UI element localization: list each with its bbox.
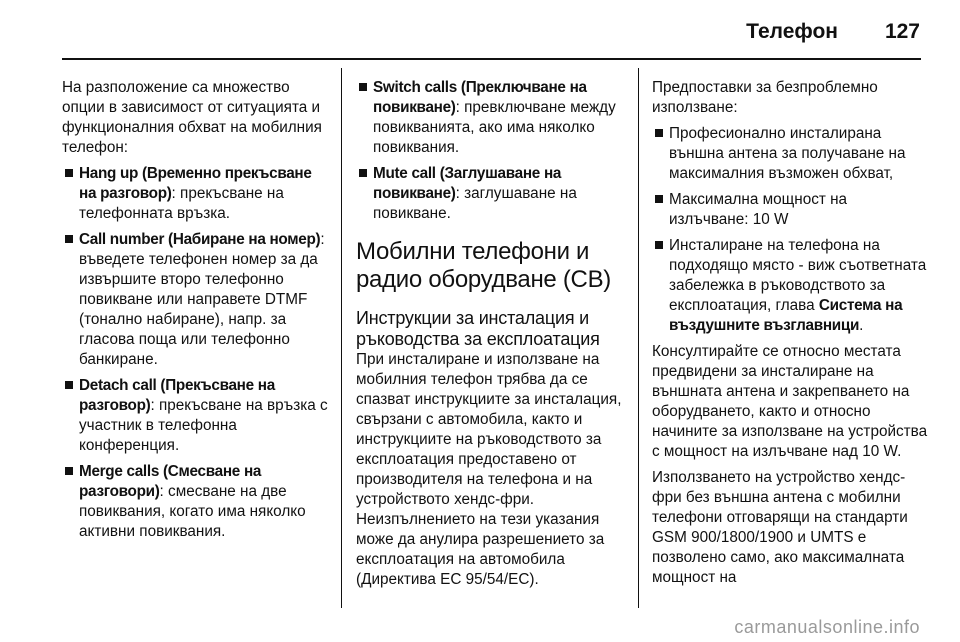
option-term: Switch calls (Преключване на повикване) [373,79,587,116]
intro-paragraph: Предпоставки за безпроблемно използване: [652,79,878,116]
option-text: : въведете телефонен номер за да извършите второ телефонно повикване или направете DTMF (тонално набиране), напр. за гласова поща или телефонно банкиране. [79,231,325,368]
body-paragraph: Използването на устройство хендс-фри без външна антена с мобилни телефони отговарящи на стандарти GSM 900/1800/1900 и UMTS е позволено само, ако максималната мощност на [652,469,908,586]
page-title: Телефон [746,20,838,43]
column-1 [62,78,332,548]
column-2 [356,78,628,596]
requirement-tail: . [859,317,864,334]
option-term: Merge calls (Смесване на разговори) [79,463,262,500]
option-term: Mute call (Заглушаване на повикване) [373,165,562,202]
column-3 [652,78,928,594]
intro-paragraph: На разположение са множество опции в зависимост от ситуацията и функционалния обхват на мобилния телефон: [62,79,322,156]
body-paragraph: При инсталиране и използване на мобилния телефон трябва да се спазват инструкциите за инсталация, свързани с автомобила, както и инструкциите на ръководството за експлоатация предоставено от производителя на телефона и на устройството хендс-фри. Неизпълнението на тези указания може да анулира разрешението за експлоатация на автомобила (Директива ЕС 95/54/ЕС). [356,351,622,588]
header-divider [62,58,921,60]
column-divider-2 [638,68,639,608]
requirement-text: Професионално инсталирана външна антена за получаване на максималния възможен обхват, [669,125,906,182]
list-item [62,462,332,542]
option-term: Hang up (Временно прекъсване на разговор) [79,165,312,202]
list-item [62,164,332,224]
list-item [62,230,332,370]
list-item [62,376,332,456]
list-item [356,164,628,224]
page-header [0,0,960,60]
option-text: : смесване на две повиквания, когато има няколко активни повиквания. [79,483,306,540]
option-term: Call number (Набиране на номер) [79,231,321,248]
list-item [652,236,928,336]
option-list-continued [356,78,628,224]
option-text: : превключване между повикванията, ако има няколко повиквания. [373,99,616,156]
section-heading: Мобилни телефони и радио оборудване (CB) [356,238,611,293]
subsection-heading: Инструкции за инсталация и ръководства за експлоатация [356,308,600,349]
chapter-reference: Система на въздушните възглавници [669,297,903,334]
requirement-text: Инсталиране на телефона на подходящо място - виж съответната забележка в ръководството за експлоатация, глава [669,237,927,314]
requirement-list [652,124,928,336]
list-item [652,124,928,184]
column-divider-1 [341,68,342,608]
option-list [62,164,332,542]
option-term: Detach call (Прекъсване на разговор) [79,377,275,414]
list-item [652,190,928,230]
page-number: 127 [884,20,920,43]
requirement-text: Максимална мощност на излъчване: 10 W [669,191,848,228]
list-item [356,78,628,158]
option-text: : прекъсване на телефонната връзка. [79,185,284,222]
body-paragraph: Консултирайте се относно местата предвидени за инсталиране на външната антена и закрепването на оборудването, както и относно начините за използване на устройства с мощност на излъчване над 10 W. [652,343,928,460]
option-text: : прекъсване на връзка с участник в телефонна конференция. [79,397,328,454]
watermark-text: carmanualsonline.info [734,617,920,637]
option-text: : заглушаване на повикване. [373,185,577,222]
